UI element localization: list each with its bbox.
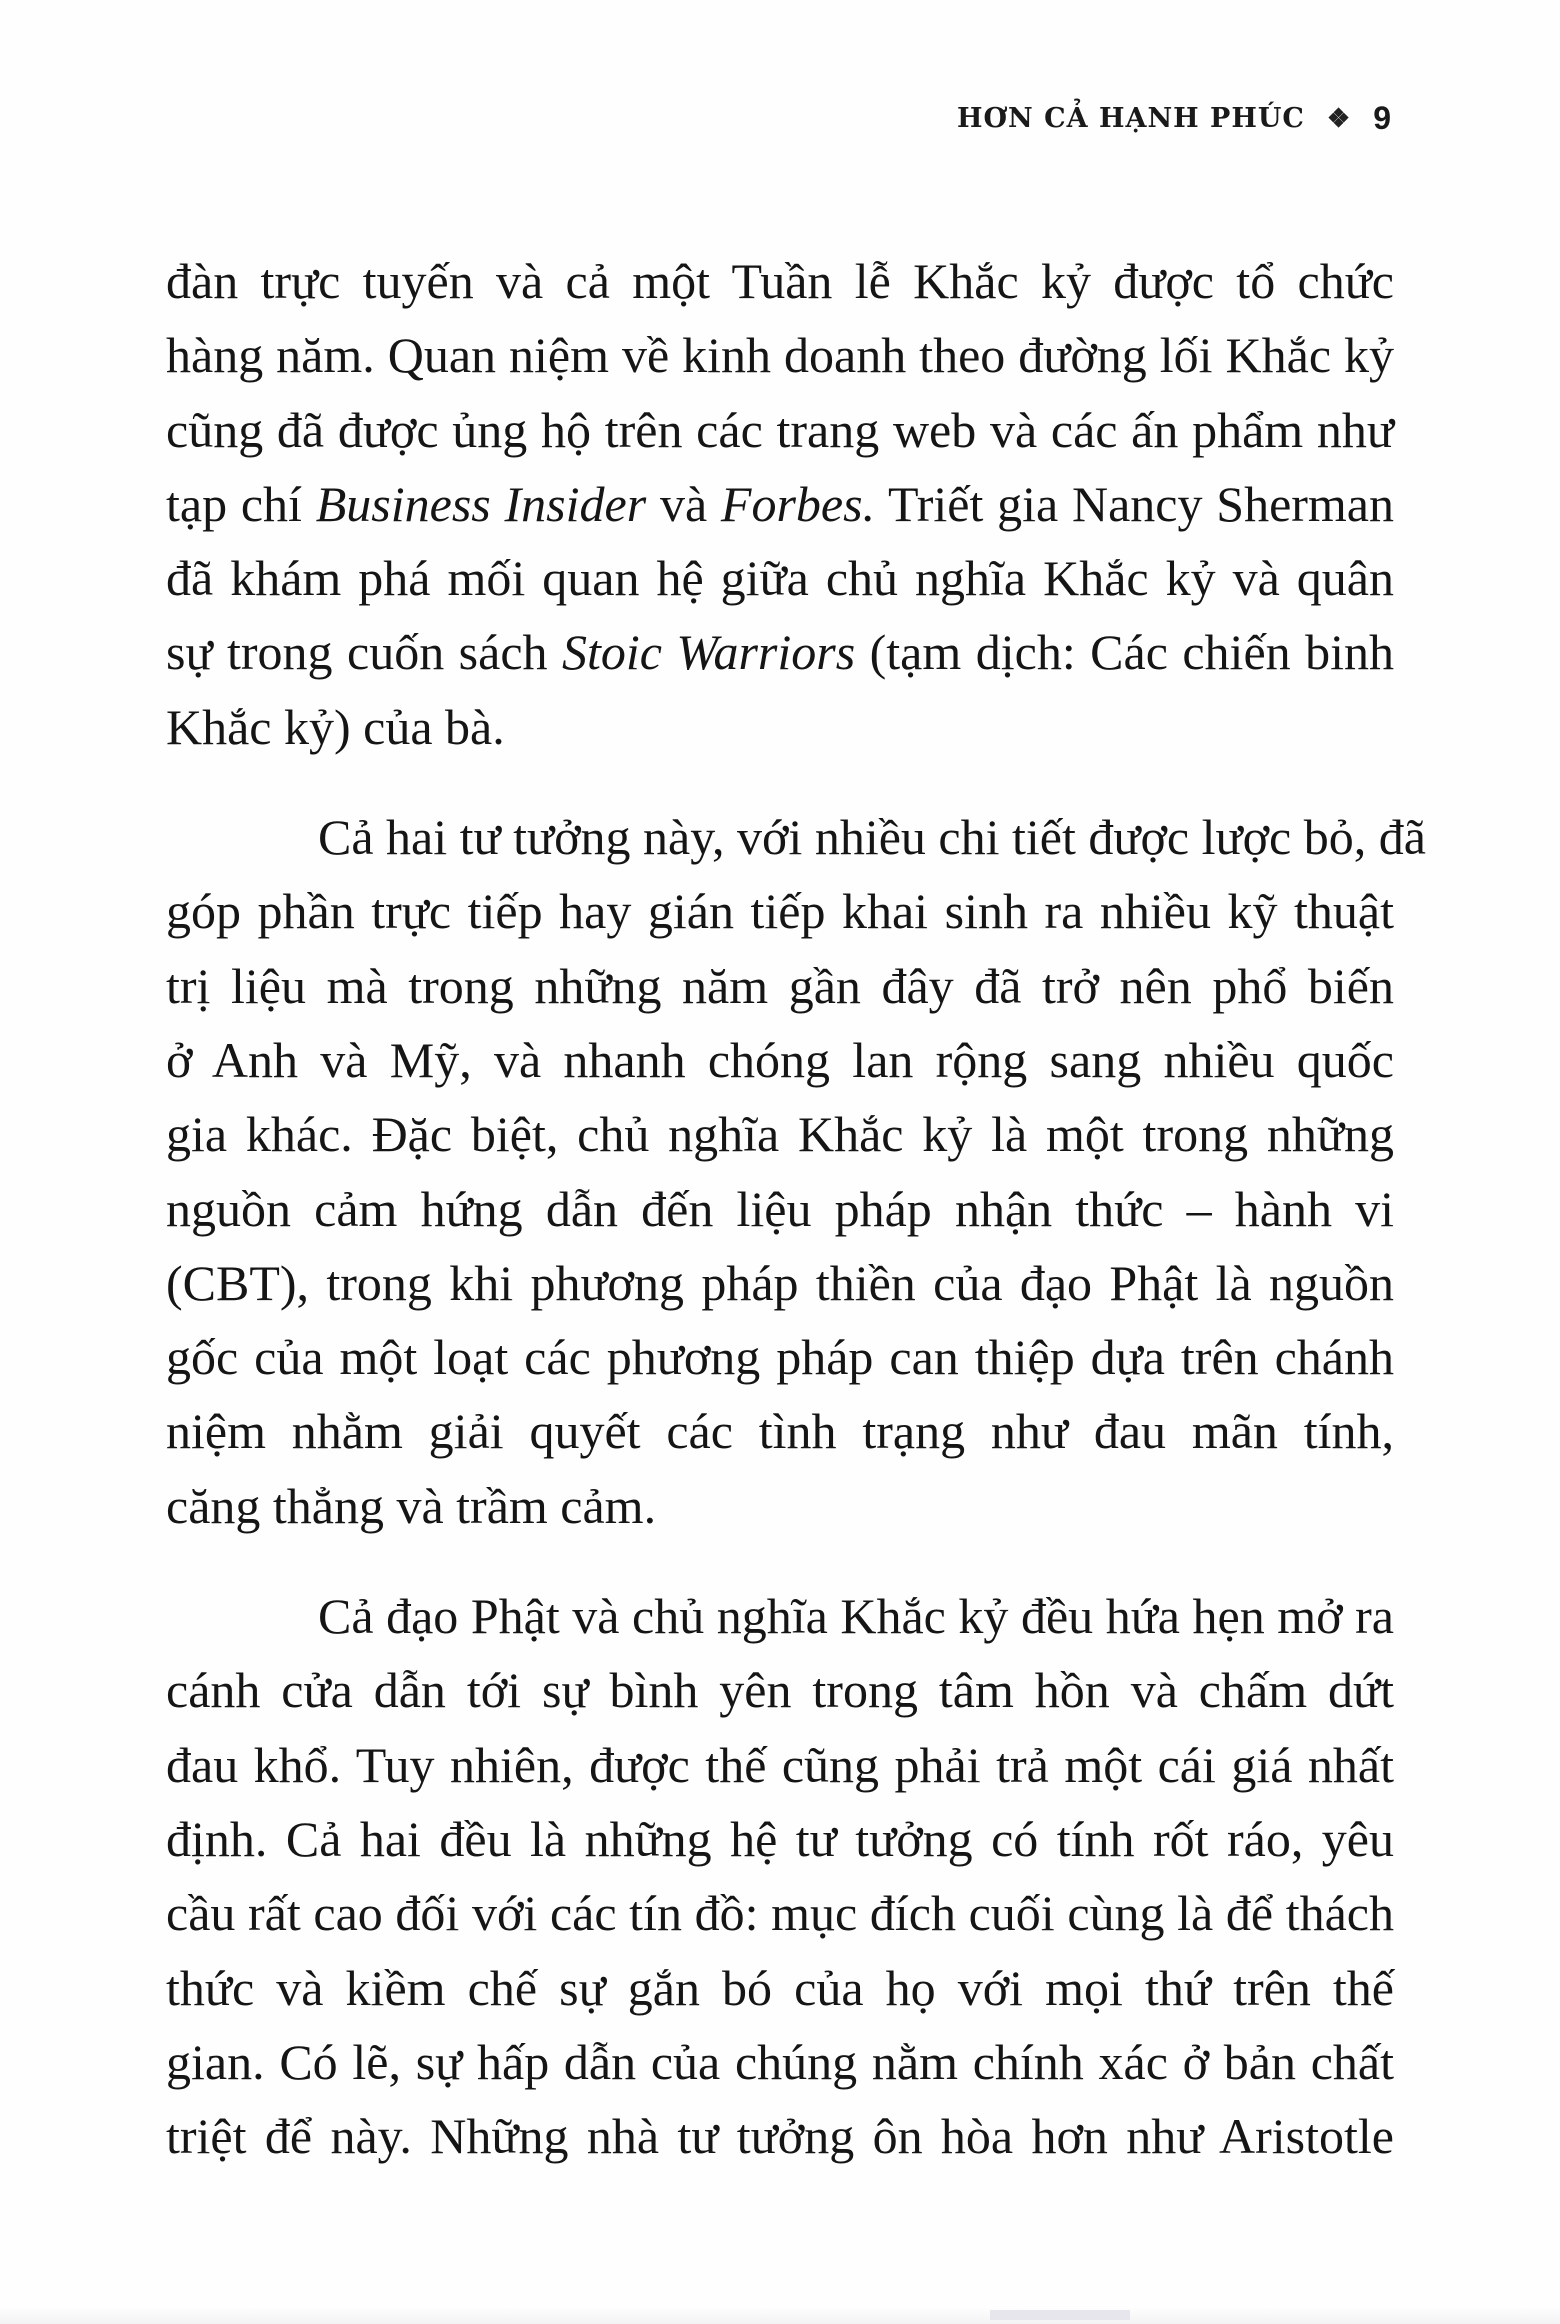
text-run: Cả đạo Phật và chủ nghĩa Khắc kỷ đều hứa hẹn mở ra (318, 1588, 1394, 1645)
text-line (166, 1876, 1394, 1950)
text-run: đàn trực tuyến và cả một Tuần lễ Khắc kỷ được tổ chức (166, 253, 1394, 309)
italic-title: Forbes. (720, 475, 876, 532)
text-line (166, 2099, 1394, 2173)
body-text (166, 244, 1426, 2173)
text-line (166, 1469, 1394, 1543)
text-run: cánh cửa dẫn tới sự bình yên trong tâm hồn và chấm dứt (166, 1662, 1394, 1719)
text-line (166, 615, 1394, 689)
text-run: Khắc kỷ) của bà. (166, 698, 505, 755)
italic-title: Business Insider (315, 475, 647, 532)
running-title: HƠN CẢ HẠNH PHÚC (957, 103, 1305, 134)
diamond-ornament-icon: ❖ (1326, 103, 1352, 134)
text-run: sự trong cuốn sách (166, 624, 562, 681)
text-run: Triết gia Nancy Sherman (875, 475, 1395, 532)
text-line (166, 949, 1394, 1023)
text-line (166, 690, 1394, 764)
text-run: hàng năm. Quan niệm về kinh doanh theo đường lối Khắc kỷ (166, 327, 1394, 384)
text-run: đã khám phá mối quan hệ giữa chủ nghĩa Khắc kỷ và quân (166, 550, 1394, 607)
text-line (166, 1951, 1394, 2025)
text-line (166, 1023, 1394, 1097)
text-line (166, 1097, 1394, 1171)
text-line (166, 1320, 1394, 1394)
text-line (166, 1653, 1394, 1727)
paragraph (166, 244, 1394, 764)
text-run: góp phần trực tiếp hay gián tiếp khai sinh ra nhiều kỹ thuật (166, 883, 1394, 940)
text-run: nguồn cảm hứng dẫn đến liệu pháp nhận thức – hành vi (166, 1180, 1394, 1237)
paragraph (166, 1579, 1394, 2173)
text-run: triệt để này. Những nhà tư tưởng ôn hòa hơn như Aristotle (166, 2108, 1394, 2165)
text-line (166, 2025, 1394, 2099)
text-run: cũng đã được ủng hộ trên các trang web và các ấn phẩm như (166, 401, 1394, 458)
text-line (166, 467, 1394, 541)
text-line (166, 541, 1394, 615)
text-run: niệm nhằm giải quyết các tình trạng như đau mãn tính, (166, 1403, 1394, 1460)
text-line (166, 800, 1426, 874)
text-run: cầu rất cao đối với các tín đồ: mục đích cuối cùng là để thách (166, 1885, 1394, 1942)
text-line (166, 1728, 1394, 1802)
running-header (957, 100, 1392, 137)
italic-title: Stoic Warriors (561, 624, 856, 681)
text-run: (CBT), trong khi phương pháp thiền của đạo Phật là nguồn (166, 1254, 1394, 1311)
text-run: Cả hai tư tưởng này, với nhiều chi tiết được lược bỏ, đã (318, 809, 1426, 866)
text-line (166, 393, 1394, 467)
text-run: và (646, 475, 721, 532)
text-run: gian. Có lẽ, sự hấp dẫn của chúng nằm chính xác ở bản chất (166, 2033, 1394, 2090)
text-run: gốc của một loạt các phương pháp can thiệp dựa trên chánh (166, 1329, 1394, 1386)
text-line (166, 1246, 1394, 1320)
text-run: căng thẳng và trầm cảm. (166, 1477, 657, 1534)
text-run: đau khổ. Tuy nhiên, được thế cũng phải trả một cái giá nhất (166, 1736, 1394, 1793)
scan-artifact (990, 2310, 1130, 2320)
text-run: tạp chí (166, 475, 316, 532)
text-line (166, 318, 1394, 392)
text-run: (tạm dịch: Các chiến binh (855, 624, 1394, 681)
text-line (166, 1394, 1394, 1468)
text-line (166, 874, 1394, 948)
page-bottom-edge (0, 2306, 1560, 2324)
text-run: trị liệu mà trong những năm gần đây đã trở nên phổ biến (166, 957, 1394, 1014)
text-run: ở Anh và Mỹ, và nhanh chóng lan rộng sang nhiều quốc (166, 1031, 1394, 1088)
text-line (166, 1802, 1394, 1876)
text-line (166, 1579, 1394, 1653)
text-run: định. Cả hai đều là những hệ tư tưởng có tính rốt ráo, yêu (166, 1810, 1394, 1867)
text-line (166, 1172, 1394, 1246)
paragraph (166, 800, 1426, 1543)
text-run: thức và kiềm chế sự gắn bó của họ với mọi thứ trên thế (166, 1959, 1394, 2016)
text-run: gia khác. Đặc biệt, chủ nghĩa Khắc kỷ là một trong những (166, 1106, 1394, 1163)
text-line (166, 244, 1394, 318)
page-number: 9 (1373, 100, 1392, 136)
